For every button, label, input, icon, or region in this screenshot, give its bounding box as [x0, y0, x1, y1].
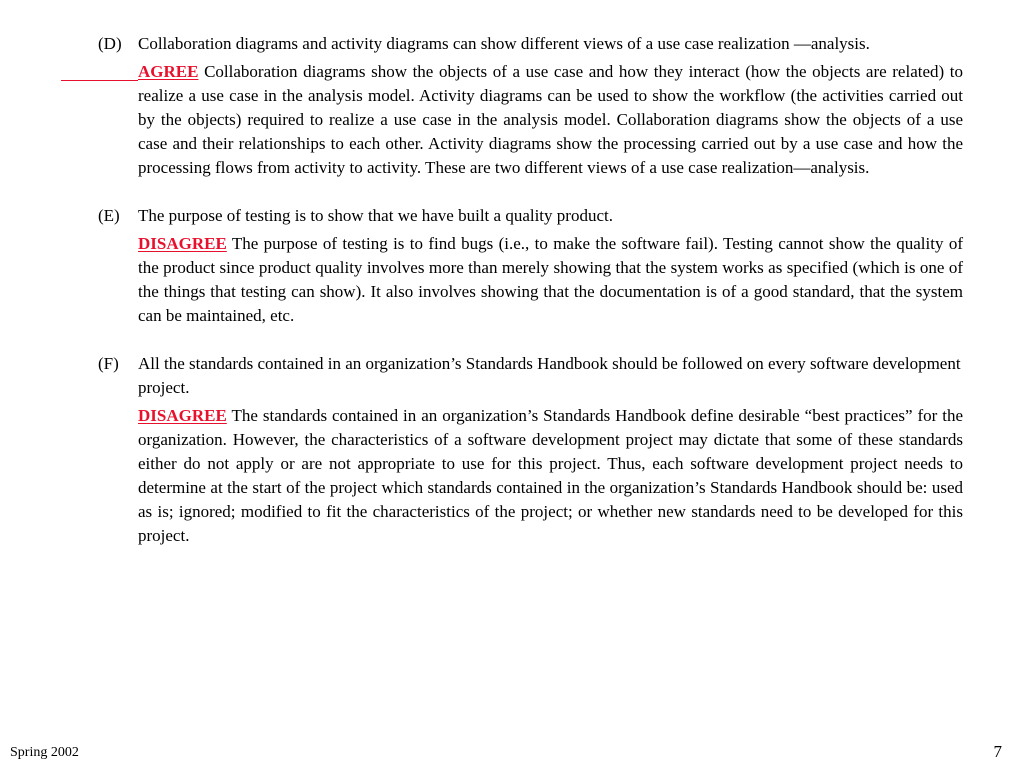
explanation-text-d: Collaboration diagrams show the objects of a use case and how they interact (how the objects are related) to realize a use case in the analysis model. Activity diagrams can be used to show the workflow (the activities carried out by the objects) required to realize a use case in the analysis model. Collaboration diagrams show the objects of a use case and their relationships to each other. Activity diagrams show the processing carried out by a use case and how the processing flows from activity to activity. These are two different views of a use case realization—analysis. — [138, 62, 964, 177]
statement-item-d — [0, 32, 1024, 180]
verdict-label-d: AGREE — [138, 62, 199, 81]
statement-f — [0, 352, 963, 400]
item-letter-e: (E) — [98, 206, 120, 225]
statement-text-e: The purpose of testing is to show that we have built a quality product. — [138, 206, 613, 225]
answer-e — [0, 232, 963, 328]
statement-d — [0, 32, 963, 56]
statement-item-f — [0, 352, 1024, 548]
verdict-label-e: DISAGREE — [138, 234, 227, 253]
statement-text-d: Collaboration diagrams and activity diagrams can show different views of a use case realization —analysis. — [138, 34, 870, 53]
item-letter-d: (D) — [98, 34, 122, 53]
statement-text-f: All the standards contained in an organization’s Standards Handbook should be followed on every software development project. — [138, 354, 961, 397]
item-letter-f: (F) — [98, 354, 119, 373]
explanation-text-e: The purpose of testing is to find bugs (i.e., to make the software fail). Testing cannot show the quality of the product since product quality involves more than merely showing that the system works as specified (which is one of the things that testing can show). It also involves showing that the documentation is of a good standard, that the system can be maintained, etc. — [138, 234, 963, 325]
answer-f — [0, 404, 963, 548]
verdict-leader-line — [61, 80, 138, 81]
verdict-label-f: DISAGREE — [138, 406, 227, 425]
explanation-text-f: The standards contained in an organization’s Standards Handbook define desirable “best practices” for the organization. However, the characteristics of a software development project may dictate that some of these standards either do not apply or are not appropriate to use for this project. Thus, each software development project needs to determine at the start of the project which standards contained in the organization’s Standards Handbook should be: used as is; ignored; modified to fit the characteristics of the project; or whether new standards need to be developed for this project. — [138, 406, 963, 545]
answer-d — [0, 60, 963, 180]
page-number: 7 — [993, 742, 1002, 761]
statement-item-e — [0, 204, 1024, 328]
footer-semester: Spring 2002 — [10, 745, 79, 760]
statement-e — [0, 204, 963, 228]
slide-body — [0, 32, 1024, 572]
